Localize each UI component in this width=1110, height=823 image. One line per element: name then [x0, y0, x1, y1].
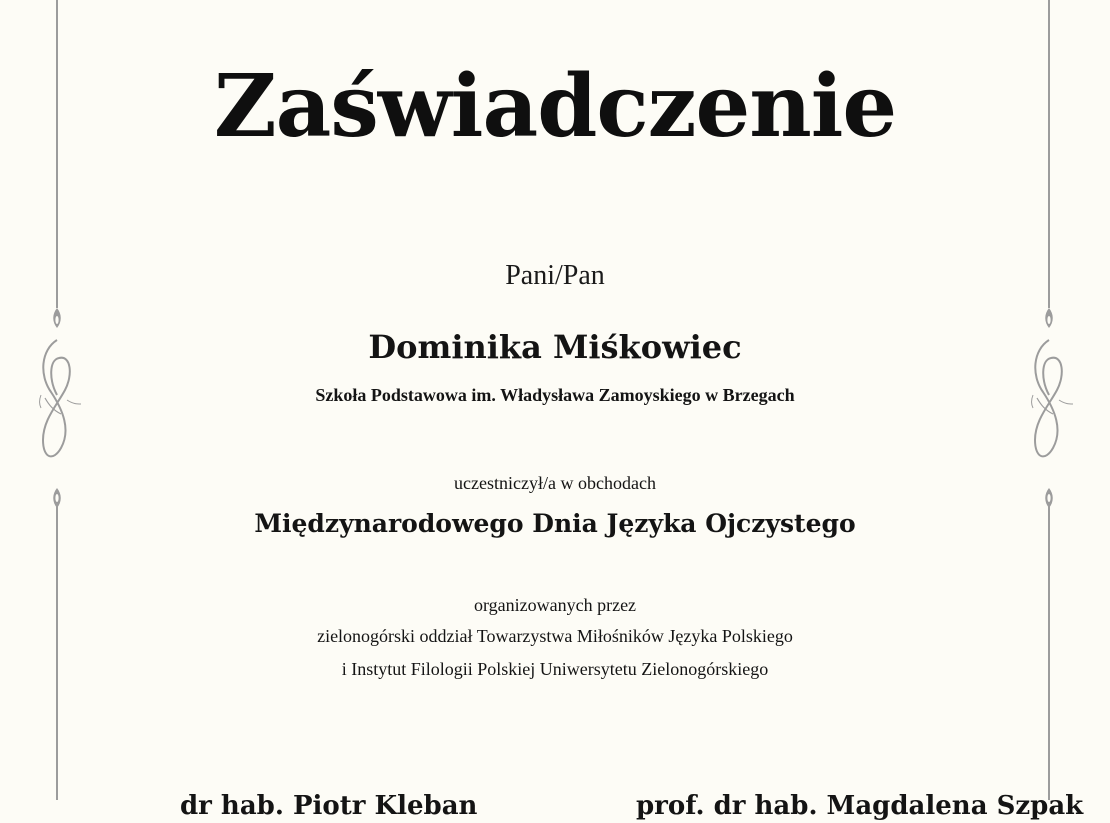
organizer-line-2: i Instytut Filologii Polskiej Uniwersytetu Zielonogórskiego [341, 659, 769, 679]
signature-right: prof. dr hab. Magdalena Szpak [636, 791, 1084, 821]
certificate-title: Zaświadczenie [213, 56, 897, 157]
recipient-name: Dominika Miśkowiec [368, 328, 742, 366]
signature-left: dr hab. Piotr Kleban [180, 791, 478, 821]
organizers-intro: organizowanych przez [473, 595, 637, 615]
participation-text: uczestniczył/a w obchodach [454, 473, 656, 493]
recipient-school: Szkoła Podstawowa im. Władysława Zamoyskiego w Brzegach [315, 385, 795, 405]
salutation: Pani/Pan [505, 260, 605, 291]
event-name: Międzynarodowego Dnia Języka Ojczystego [254, 509, 856, 538]
organizer-line-1: zielonogórski oddział Towarzystwa Miłośników Języka Polskiego [317, 626, 793, 646]
